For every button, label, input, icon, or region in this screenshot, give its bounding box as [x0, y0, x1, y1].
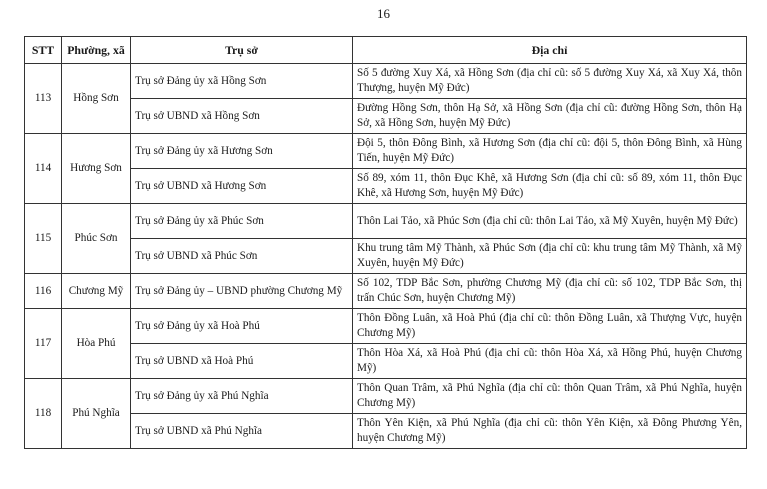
header-address: Địa chỉ — [353, 37, 747, 64]
table-row — [25, 239, 747, 274]
table-row — [25, 204, 747, 239]
ward-cell: Hòa Phú — [62, 309, 131, 379]
ward-cell: Phú Nghĩa — [62, 379, 131, 449]
address-cell: Thôn Quan Trâm, xã Phú Nghĩa (địa chỉ cũ: thôn Quan Trâm, xã Phú Nghĩa, huyện Chương Mỹ) — [353, 379, 747, 414]
office-cell: Trụ sở UBND xã Hồng Sơn — [131, 99, 353, 134]
office-cell: Trụ sở Đảng ủy – UBND phường Chương Mỹ — [131, 274, 353, 309]
table-row — [25, 379, 747, 414]
address-cell: Thôn Lai Tảo, xã Phúc Sơn (địa chỉ cũ: thôn Lai Tảo, xã Mỹ Xuyên, huyện Mỹ Đức) — [353, 204, 747, 239]
ward-cell: Phúc Sơn — [62, 204, 131, 274]
address-cell: Số 89, xóm 11, thôn Đục Khê, xã Hương Sơn (địa chỉ cũ: số 89, xóm 11, thôn Đục Khê, xã Hương Sơn, huyện Mỹ Đức) — [353, 169, 747, 204]
stt-cell: 114 — [25, 134, 62, 204]
address-cell: Khu trung tâm Mỹ Thành, xã Phúc Sơn (địa chỉ cũ: khu trung tâm Mỹ Thành, xã Mỹ Xuyên, huyện Mỹ Đức) — [353, 239, 747, 274]
table-row — [25, 274, 747, 309]
address-cell: Số 5 đường Xuy Xá, xã Hồng Sơn (địa chỉ cũ: số 5 đường Xuy Xá, xã Xuy Xá, thôn Thượng, huyện Mỹ Đức) — [353, 64, 747, 99]
office-cell: Trụ sở Đảng ủy xã Hồng Sơn — [131, 64, 353, 99]
header-ward: Phường, xã — [62, 37, 131, 64]
table-header-row — [25, 37, 747, 64]
table-row — [25, 99, 747, 134]
office-cell: Trụ sở Đảng ủy xã Phúc Sơn — [131, 204, 353, 239]
address-cell: Thôn Đồng Luân, xã Hoà Phú (địa chỉ cũ: thôn Đồng Luân, xã Thượng Vực, huyện Chương Mỹ) — [353, 309, 747, 344]
address-cell: Đường Hồng Sơn, thôn Hạ Sở, xã Hồng Sơn (địa chỉ cũ: đường Hồng Sơn, thôn Hạ Sở, xã Hồng Sơn, huyện Mỹ Đức) — [353, 99, 747, 134]
stt-cell: 117 — [25, 309, 62, 379]
table-row — [25, 414, 747, 449]
address-cell: Đội 5, thôn Đông Bình, xã Hương Sơn (địa chỉ cũ: đội 5, thôn Đông Bình, xã Hùng Tiến, huyện Mỹ Đức) — [353, 134, 747, 169]
table-row — [25, 344, 747, 379]
address-cell: Thôn Yên Kiện, xã Phú Nghĩa (địa chỉ cũ: thôn Yên Kiện, xã Đông Phương Yên, huyện Chương Mỹ) — [353, 414, 747, 449]
office-cell: Trụ sở UBND xã Hương Sơn — [131, 169, 353, 204]
address-cell: Số 102, TDP Bắc Sơn, phường Chương Mỹ (địa chỉ cũ: số 102, TDP Bắc Sơn, thị trấn Chúc Sơn, huyện Chương Mỹ) — [353, 274, 747, 309]
stt-cell: 116 — [25, 274, 62, 309]
header-office: Trụ sở — [131, 37, 353, 64]
page-number: 16 — [377, 6, 390, 21]
office-cell: Trụ sở UBND xã Phú Nghĩa — [131, 414, 353, 449]
ward-cell: Hồng Sơn — [62, 64, 131, 134]
table-row — [25, 169, 747, 204]
table-row — [25, 64, 747, 99]
stt-cell: 118 — [25, 379, 62, 449]
office-cell: Trụ sở UBND xã Hoà Phú — [131, 344, 353, 379]
office-cell: Trụ sở UBND xã Phúc Sơn — [131, 239, 353, 274]
ward-cell: Hương Sơn — [62, 134, 131, 204]
header-stt: STT — [25, 37, 62, 64]
address-cell: Thôn Hòa Xá, xã Hoà Phú (địa chỉ cũ: thôn Hòa Xá, xã Hồng Phú, huyện Chương Mỹ) — [353, 344, 747, 379]
office-address-table — [24, 36, 747, 449]
stt-cell: 113 — [25, 64, 62, 134]
office-cell: Trụ sở Đảng ủy xã Hương Sơn — [131, 134, 353, 169]
table-row — [25, 309, 747, 344]
office-cell: Trụ sở Đảng ủy xã Phú Nghĩa — [131, 379, 353, 414]
ward-cell: Chương Mỹ — [62, 274, 131, 309]
table-row — [25, 134, 747, 169]
stt-cell: 115 — [25, 204, 62, 274]
office-cell: Trụ sở Đảng ủy xã Hoà Phú — [131, 309, 353, 344]
